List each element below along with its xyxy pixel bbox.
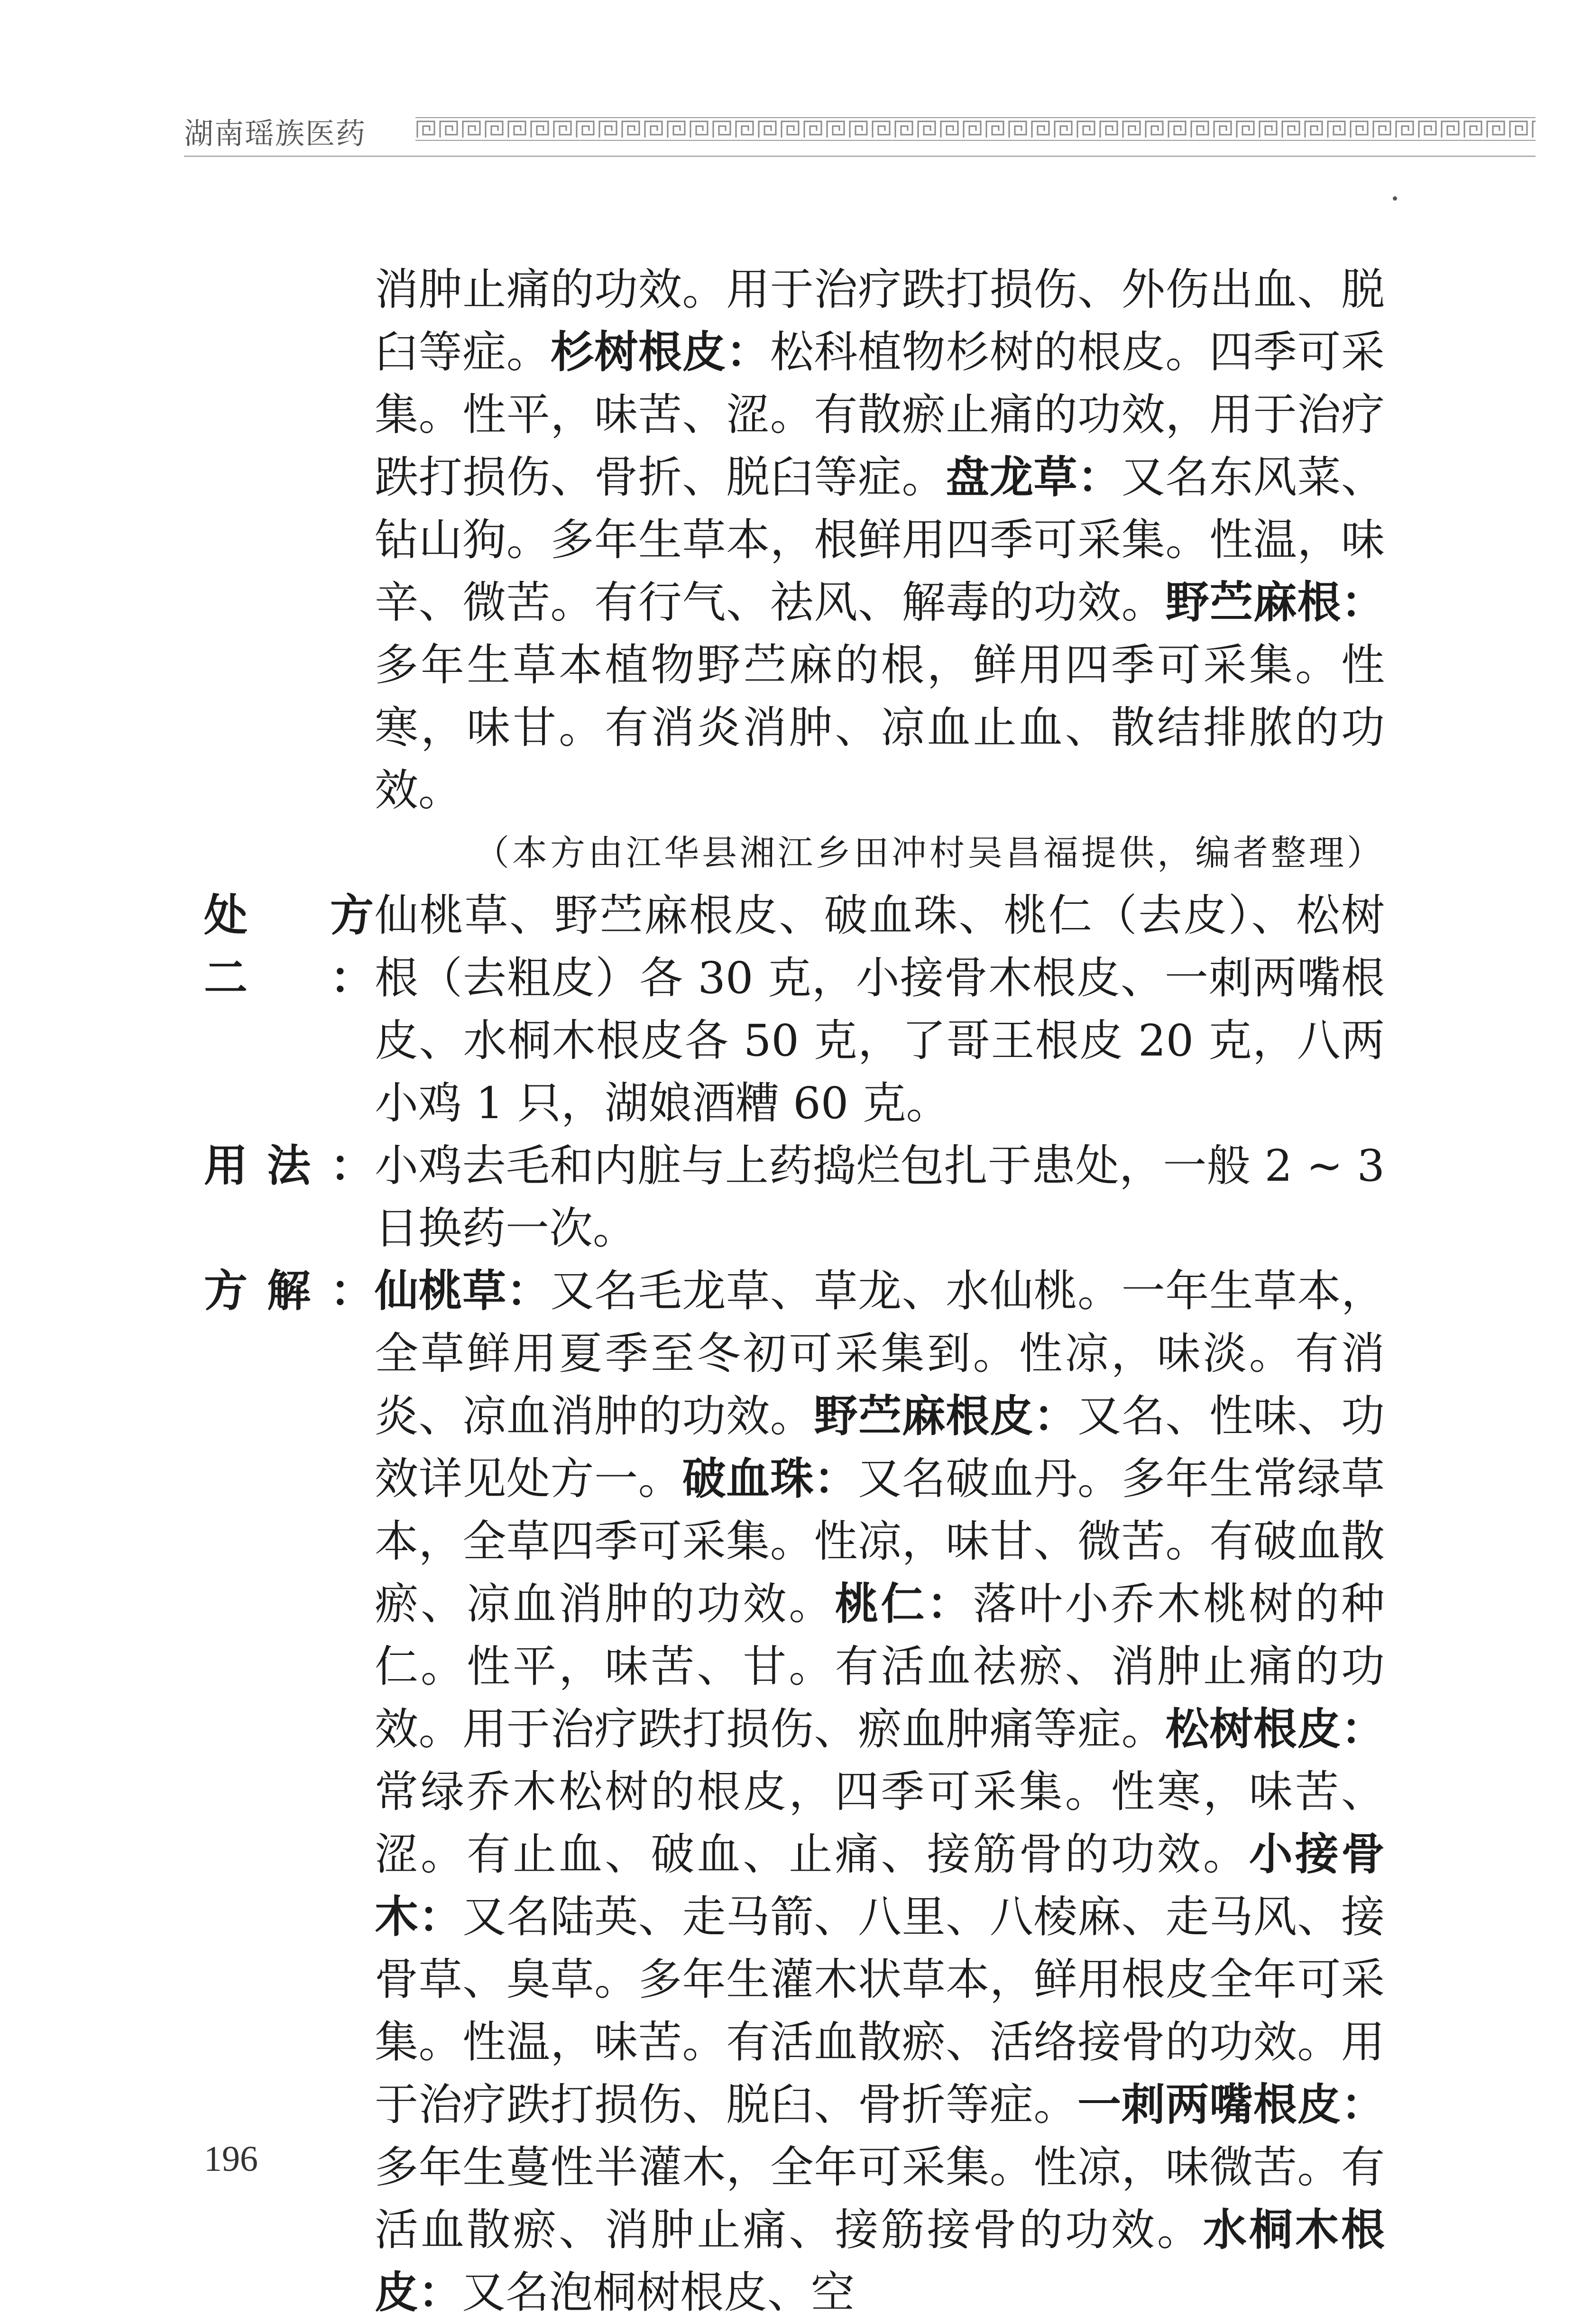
text-run: 又名东风菜、钻山狗。多年生草本，根鲜用四季可采集。性温，味辛、微苦。有行气、祛风、解毒的功效。 xyxy=(375,452,1385,628)
entry xyxy=(204,1135,1385,1260)
text-run: 松科植物杉树的根皮。四季可采集。性平，味苦、涩。有散瘀止痛的功效，用于治疗跌打损伤、骨折、脱臼等症。 xyxy=(375,327,1385,503)
page-body xyxy=(204,258,1385,2324)
herb-name: 水桐木根皮： xyxy=(375,2205,1385,2318)
text-run: 落叶小乔木桃树的种仁。性平，味苦、甘。有活血祛瘀、消肿止痛的功效。用于治疗跌打损伤、瘀血肿痛等症。 xyxy=(375,1579,1385,1754)
running-header xyxy=(184,95,1536,161)
entry xyxy=(204,1260,1385,2324)
continued-paragraph xyxy=(375,258,1385,822)
herb-name: 桃仁： xyxy=(835,1579,973,1629)
text-run: 又名陆英、走马箭、八里、八棱麻、走马风、接骨草、臭草。多年生灌木状草本，鲜用根皮全年可采集。性温，味苦。有活血散瘀、活络接骨的功效。用于治疗跌打损伤、脱臼、骨折等症。 xyxy=(375,1892,1385,2130)
text-run: 常绿乔木松树的根皮，四季可采集。性寒，味苦、涩。有止血、破血、止痛、接筋骨的功效。 xyxy=(375,1766,1385,1880)
herb-name: 杉树根皮： xyxy=(550,327,770,377)
herb-name: 一刺两嘴根皮： xyxy=(1077,2079,1385,2130)
book-title: 湖南瑶族医药 xyxy=(184,116,367,151)
herb-name: 盘龙草： xyxy=(946,452,1122,503)
text-run: 仙桃草、野苎麻根皮、破血珠、桃仁（去皮）、松树根（去粗皮）各 30 克，小接骨木根皮、一刺两嘴根皮、水桐木根皮各 50 克，了哥王根皮 20 克，八两小鸡 1 只，湖娘酒糟 60 克。 xyxy=(375,890,1385,1129)
header-rule xyxy=(184,156,1536,157)
text-run: 多年生草本植物野苎麻的根，鲜用四季可采集。性寒，味甘。有消炎消肿、凉血止血、散结排脓的功效。 xyxy=(375,640,1385,816)
source-credit: （本方由江华县湘江乡田冲村吴昌福提供，编者整理） xyxy=(474,833,1385,873)
entry xyxy=(204,884,1385,1135)
greek-key-ornament-band xyxy=(415,117,1536,141)
herb-name: 野苎麻根： xyxy=(1165,577,1385,628)
herb-name: 仙桃草： xyxy=(375,1266,551,1316)
text-run: 消肿止痛的功效。用于治疗跌打损伤、外伤出血、脱臼等症。 xyxy=(375,264,1385,377)
text-run: 小鸡去毛和内脏与上药捣烂包扎于患处，一般 2 ~ 3 日换药一次。 xyxy=(375,1140,1385,1254)
page-number: 196 xyxy=(204,2139,258,2179)
herb-name: 小接骨木： xyxy=(375,1829,1385,1942)
text-run: 多年生蔓性半灌木，全年可采集。性凉，味微苦。有活血散瘀、消肿止痛、接筋接骨的功效。 xyxy=(375,2142,1385,2255)
entry-body xyxy=(375,884,1385,1135)
entry-label: 用法： xyxy=(204,1140,374,1191)
ink-speck xyxy=(1393,196,1397,201)
prescription-entries xyxy=(204,884,1385,2324)
entry-label: 处方二： xyxy=(204,890,374,1003)
text-run: 又名毛龙草、草龙、水仙桃。一年生草本，全草鲜用夏季至冬初可采集到。性凉，味淡。有消炎、凉血消肿的功效。 xyxy=(375,1266,1385,1442)
text-run: 又名、性味、功效详见处方一。 xyxy=(375,1391,1385,1504)
herb-name: 野苎麻根皮： xyxy=(814,1391,1078,1442)
text-run: 又名破血丹。多年生常绿草本，全草四季可采集。性凉，味甘、微苦。有破血散瘀、凉血消肿的功效。 xyxy=(375,1453,1385,1629)
text-run: 又名泡桐树根皮、空 xyxy=(462,2267,855,2318)
herb-name: 松树根皮： xyxy=(1165,1704,1385,1754)
entry-body xyxy=(375,1260,1385,2324)
entry-body xyxy=(375,1135,1385,1260)
herb-name: 破血珠： xyxy=(682,1453,858,1504)
entry-label: 方解： xyxy=(204,1266,374,1316)
